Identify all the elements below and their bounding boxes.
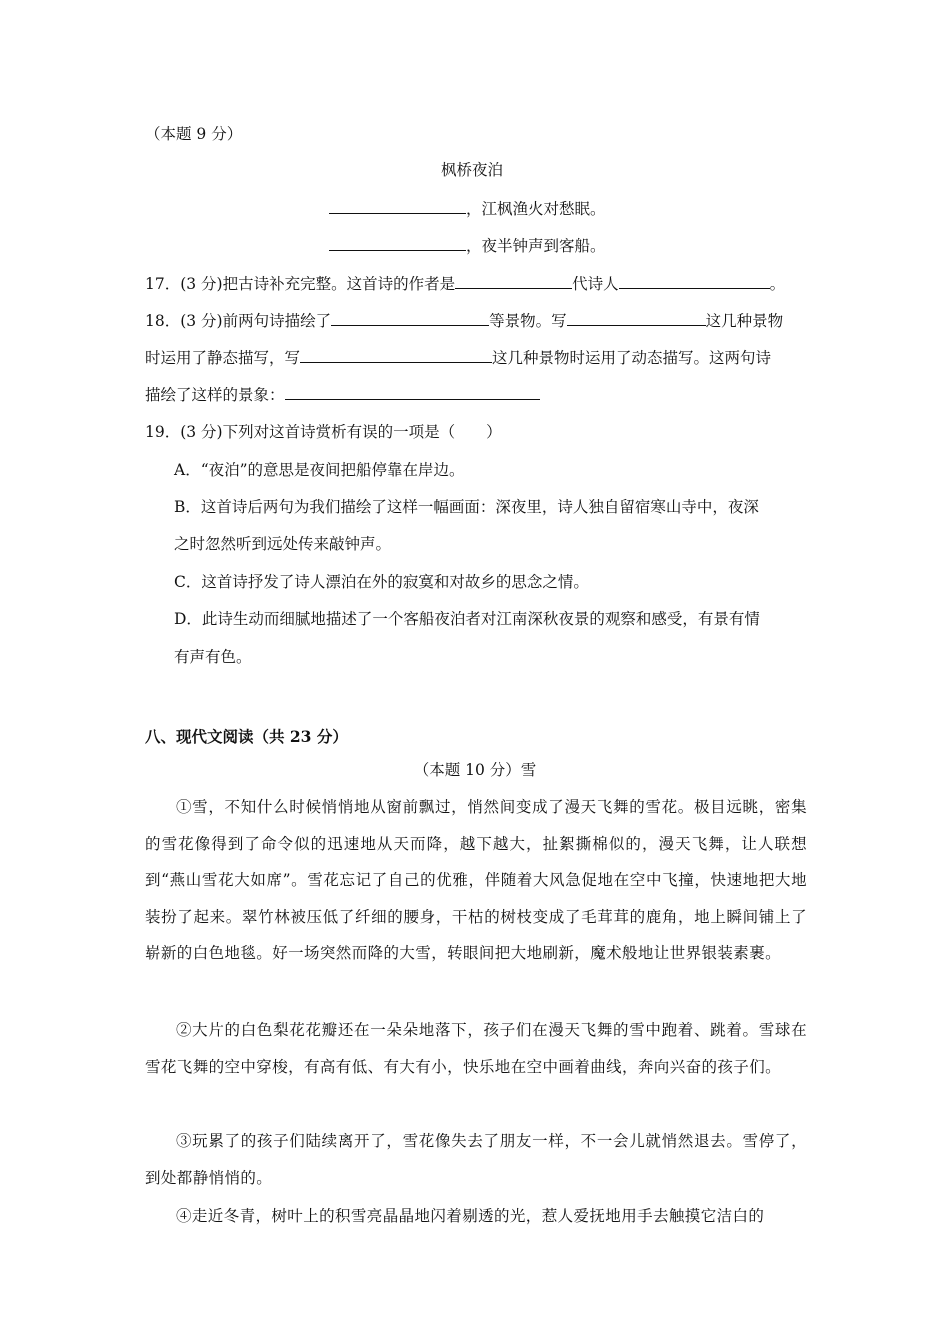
q17-text-c: 。 bbox=[769, 275, 786, 293]
q18-number: 18．(3 分) bbox=[145, 312, 223, 330]
q19-option-d[interactable]: D．此诗生动而细腻地描述了一个客船夜泊者对江南深秋夜景的观察和感受，有景有情 bbox=[174, 610, 760, 628]
q19-stem: 下列对这首诗赏析有误的一项是（ ） bbox=[222, 423, 502, 441]
question-18-line-1 bbox=[145, 311, 783, 331]
q18-text-f: 描绘了这样的景象： bbox=[145, 386, 285, 404]
poem-line-1-tail: ，江枫渔火对愁眠。 bbox=[466, 200, 606, 218]
q18-text-b: 等景物。写 bbox=[489, 312, 567, 330]
poem-line-2-blank[interactable] bbox=[329, 236, 466, 251]
score-note: （本题 9 分） bbox=[145, 125, 243, 143]
q19-option-a[interactable]: A．“夜泊”的意思是夜间把船停靠在岸边。 bbox=[174, 461, 465, 479]
question-18-line-2 bbox=[145, 348, 771, 368]
question-18-line-3 bbox=[145, 385, 540, 405]
q19-option-c[interactable]: C．这首诗抒发了诗人漂泊在外的寂寞和对故乡的思念之情。 bbox=[174, 573, 589, 591]
poem-title: 枫桥夜泊 bbox=[441, 161, 504, 179]
q18-text-a: 前两句诗描绘了 bbox=[222, 312, 332, 330]
poem-line-2 bbox=[329, 236, 606, 256]
q17-poet-blank[interactable] bbox=[619, 274, 770, 289]
q18-text-d: 时运用了静态描写，写 bbox=[145, 349, 301, 367]
q18-text-c: 这几种景物 bbox=[705, 312, 784, 330]
poem-line-1 bbox=[329, 199, 606, 219]
passage-paragraph-4: ④走近冬青，树叶上的积雪亮晶晶地闪着剔透的光，惹人爱抚地用手去触摸它洁白的 bbox=[176, 1207, 765, 1225]
q18-text-e: 这几种景物时运用了动态描写。这两句诗 bbox=[492, 349, 772, 367]
q17-author-blank[interactable] bbox=[455, 274, 572, 289]
section-8-heading: 八、现代文阅读（共 23 分） bbox=[145, 727, 348, 746]
q19-option-b-continued: 之时忽然听到远处传来敲钟声。 bbox=[174, 535, 392, 553]
question-19 bbox=[145, 422, 502, 442]
q19-number: 19．(3 分) bbox=[145, 423, 223, 441]
q17-text-a: 把古诗补充完整。这首诗的作者是 bbox=[222, 275, 456, 293]
q17-text-b: 代诗人 bbox=[572, 275, 619, 293]
poem-line-1-blank[interactable] bbox=[329, 199, 466, 214]
passage-paragraph-2: ②大片的白色梨花花瓣还在一朵朵地落下，孩子们在漫天飞舞的雪中跑着、跳着。雪球在雪花飞舞的空中穿梭，有高有低、有大有小，快乐地在空中画着曲线，奔向兴奋的孩子们。 bbox=[145, 1021, 807, 1076]
q18-dynamic-blank[interactable] bbox=[300, 348, 492, 363]
question-17 bbox=[145, 274, 785, 294]
q18-scenery-blank[interactable] bbox=[331, 311, 489, 326]
passage-paragraph-1: ①雪，不知什么时候悄悄地从窗前飘过，悄然间变成了漫天飞舞的雪花。极目远眺，密集的雪花像得到了命令似的迅速地从天而降，越下越大，扯絮撕棉似的，漫天飞舞，让人联想到“燕山雪花大如席”。雪花忘记了自己的优雅，伴随着大风急促地在空中飞撞，快速地把大地装扮了起来。翠竹林被压低了纤细的腰身，干枯的树枝变成了毛茸茸的鹿角，地上瞬间铺上了崭新的白色地毯。好一场突然而降的大雪，转眼间把大地刷新，魔术般地让世界银装素裹。 bbox=[145, 798, 807, 962]
q18-scene-blank[interactable] bbox=[285, 385, 540, 400]
poem-line-2-tail: ，夜半钟声到客船。 bbox=[466, 237, 606, 255]
q18-static-blank[interactable] bbox=[567, 311, 706, 326]
passage-title: （本题 10 分）雪 bbox=[413, 761, 537, 779]
passage-paragraph-3: ③玩累了的孩子们陆续离开了，雪花像失去了朋友一样，不一会儿就悄然退去。雪停了，到处都静悄悄的。 bbox=[145, 1132, 807, 1187]
q19-option-d-continued: 有声有色。 bbox=[174, 648, 252, 666]
q17-number: 17．(3 分) bbox=[145, 275, 223, 293]
q19-option-b[interactable]: B．这首诗后两句为我们描绘了这样一幅画面：深夜里，诗人独自留宿寒山寺中，夜深 bbox=[174, 498, 759, 516]
